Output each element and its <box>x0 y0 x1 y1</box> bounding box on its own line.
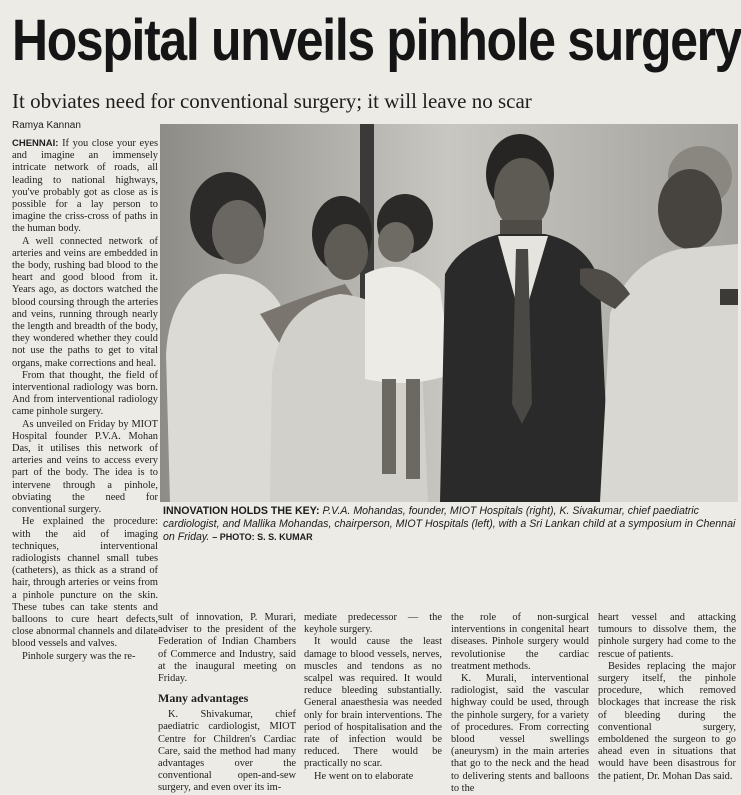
paragraph <box>12 138 158 236</box>
article-column-3 <box>304 612 442 782</box>
paragraph: It would cause the least damage to blood vessels, nerves, muscles and tendons as no scalpel was required. It would reduce bleeding substantially. General anaesthesia was needed only for brain interventions. The period of hospitalisation and the rate of infection would be reduced. There would be practically no scar. <box>304 636 442 770</box>
article-column-1 <box>12 138 158 750</box>
paragraph: As unveiled on Friday by MIOT Hospital founder P.V.A. Mohan Das, it utilises this network of arteries and veins to access every part of the body. The idea is to intervene through a pinhole, obviating the need for conventional surgery. <box>12 418 158 516</box>
article-column-2 <box>158 612 296 794</box>
article-column-5 <box>598 612 736 782</box>
paragraph: the role of non-surgical interventions in congenital heart diseases. Pinhole surgery would revolutionise the cardiac treatment methods. <box>451 612 589 672</box>
paragraph: sult of innovation, P. Murari, adviser to the president of the Federation of Indian Chambers of Commerce and Industry, said at the inaugural meeting on Friday. <box>158 612 296 685</box>
paragraph: heart vessel and attacking tumours to dissolve them, the pinhole surgery had come to the rescue of patients. <box>598 612 736 660</box>
paragraph: K. Shivakumar, chief paediatric cardiologist, MIOT Centre for Children's Cardiac Care, said the method had many advantages over the conventional open-and-sew surgery, and even over its im- <box>158 709 296 794</box>
news-photo <box>160 124 738 502</box>
paragraph: A well connected network of arteries and veins are embedded in the body, rushing bad blood to the heart and good blood from it. Years ago, as doctors watched the blood coursing through the arteries and veins, running through nearly the length and breadth of the body, they wondered whether they could not use the paths to get to vital organs, make corrections and heal. <box>12 235 158 369</box>
headline: Hospital unveils pinhole surgery <box>12 8 741 73</box>
paragraph-text: If you close your eyes and imagine an immensely intricate network of roads, all leading to national highways, you've probably got as close as is possible for a lay person to imagine the criss-cross of paths in the human body. <box>12 138 158 235</box>
paragraph: K. Murali, interventional radiologist, said the vascular highway could be used, through the pinhole surgery, for a variety of procedures. From correcting blood vessel swellings (aneurysm) in the main arteries that go to the neck and the head to delivering stents and balloons to the <box>451 673 589 794</box>
paragraph: mediate predecessor — the keyhole surgery. <box>304 612 442 636</box>
paragraph: He went on to elaborate <box>314 770 414 782</box>
byline: Ramya Kannan <box>12 120 81 131</box>
paragraph: He explained the procedure: with the aid of imaging techniques, interventional radiologists channel small tubes (catheters), as thick as a strand of hair, through arteries or veins from a pinhole puncture on the skin. These tubes can take stents and balloons to cure heart defects, close abnormal channels and dilate blood vessels and valves. <box>12 516 158 650</box>
photo-caption <box>163 505 737 544</box>
section-heading: Many advantages <box>158 691 249 706</box>
dateline: CHENNAI: <box>12 138 59 149</box>
paragraph: From that thought, the field of interventional radiology was born. And from interventional radiology came pinhole surgery. <box>12 369 158 418</box>
subheadline: It obviates need for conventional surgery; it will leave no scar <box>12 89 532 113</box>
paragraph: Pinhole surgery was the re- <box>22 650 136 662</box>
article-column-4 <box>451 612 589 794</box>
paragraph: Besides replacing the major surgery itself, the pinhole procedure, which removed blockages that increase the risk of bleeding during the conventional surgery, emboldened the surgeon to go ahead even in situations that would have been disastrous for the patient, Dr. Mohan Das said. <box>598 660 736 782</box>
photo-credit: – PHOTO: S. S. KUMAR <box>212 532 313 542</box>
caption-kicker: INNOVATION HOLDS THE KEY: <box>163 505 320 517</box>
caption-text: P.V.A. Mohandas, founder, MIOT Hospitals (right), K. Sivakumar, chief paediatric cardiologist, and Mallika Mohandas, chairperson, MIOT Hospitals (left), with a Sri Lankan child at a symposium in Chennai on Friday. <box>163 505 736 543</box>
